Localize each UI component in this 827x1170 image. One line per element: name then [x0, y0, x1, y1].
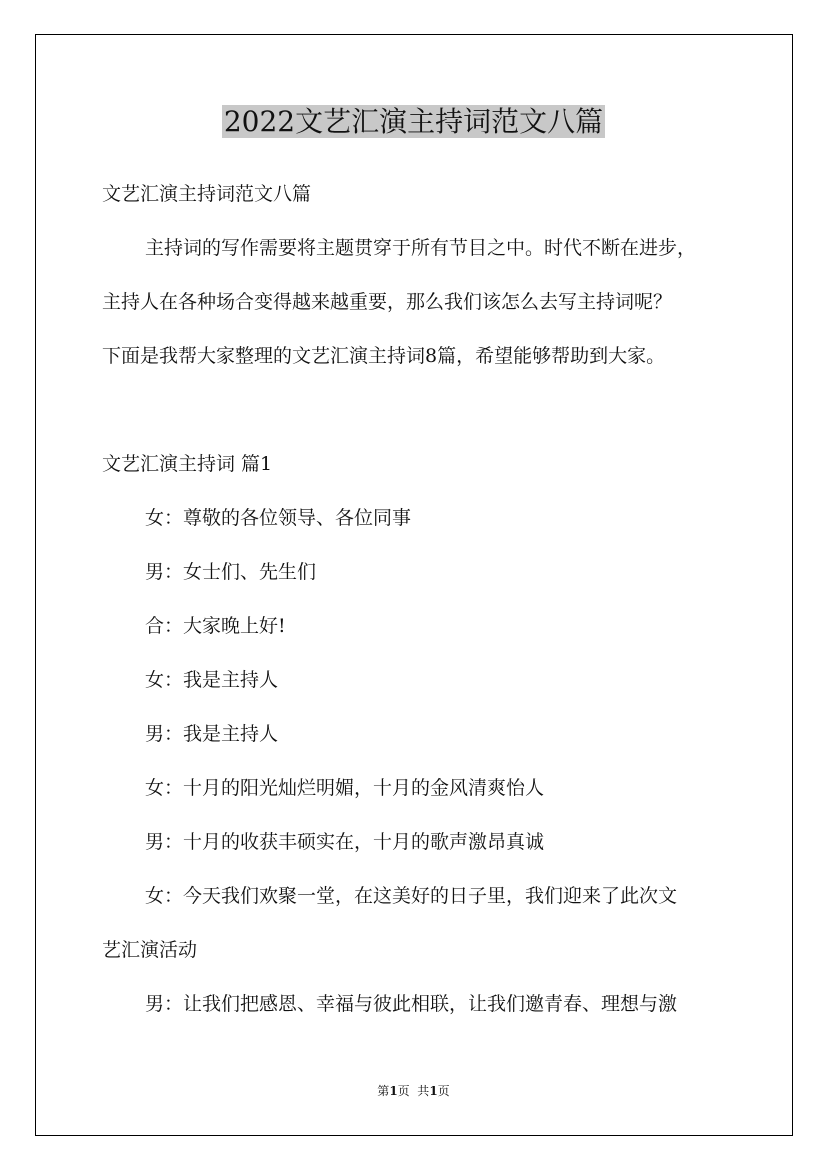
intro-line-3: 下面是我帮大家整理的文艺汇演主持词8篇，希望能够帮助到大家。 [102, 345, 666, 367]
dialogue-line-8: 女：今天我们欢聚一堂，在这美好的日子里，我们迎来了此次文 [145, 885, 678, 907]
dialogue-line-2: 男：女士们、先生们 [145, 561, 317, 583]
dialogue-line-5: 男：我是主持人 [145, 723, 279, 745]
page-total-number: 1 [429, 1084, 438, 1098]
page-footer [0, 1083, 827, 1099]
page-label-prefix: 第 [377, 1084, 390, 1098]
dialogue-line-7: 男：十月的收获丰硕实在，十月的歌声激昂真诚 [145, 831, 545, 853]
document-subtitle: 文艺汇演主持词范文八篇 [102, 183, 312, 205]
intro-line-2: 主持人在各种场合变得越来越重要，那么我们该怎么去写主持词呢？ [102, 291, 673, 313]
intro-line-1: 主持词的写作需要将主题贯穿于所有节目之中。时代不断在进步， [145, 237, 697, 259]
section-heading: 文艺汇演主持词 篇1 [102, 453, 273, 475]
document-title-text: 2022文艺汇演主持词范文八篇 [223, 105, 604, 138]
page-label-mid: 页 共 [397, 1084, 430, 1098]
dialogue-line-10: 男：让我们把感恩、幸福与彼此相联，让我们邀青春、理想与激 [145, 993, 678, 1015]
page-label-suffix: 页 [437, 1084, 450, 1098]
dialogue-line-1: 女：尊敬的各位领导、各位同事 [145, 507, 412, 529]
dialogue-line-4: 女：我是主持人 [145, 669, 279, 691]
document-title [0, 102, 827, 142]
dialogue-line-6: 女：十月的阳光灿烂明媚，十月的金风清爽怡人 [145, 777, 545, 799]
dialogue-line-9: 艺汇演活动 [102, 939, 198, 961]
page-current-number: 1 [389, 1084, 398, 1098]
dialogue-line-3: 合：大家晚上好! [145, 615, 286, 637]
